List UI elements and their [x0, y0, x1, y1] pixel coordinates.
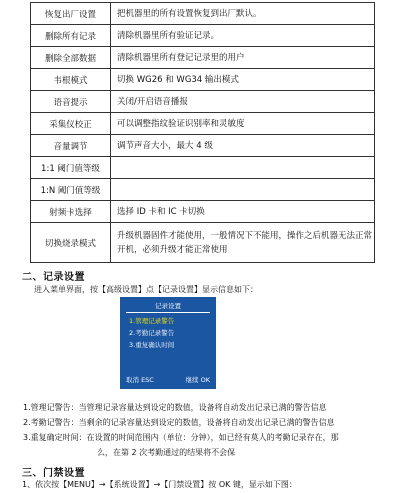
settings-desc-cell: 关闭/开启语音播报	[111, 91, 375, 113]
settings-name-cell: 删除所有记录	[31, 25, 111, 47]
device-cancel-button[interactable]: 取消 ESC	[126, 376, 154, 384]
device-ok-button[interactable]: 继续 OK	[185, 376, 210, 384]
settings-desc-cell: 选择 ID 卡和 IC 卡切换	[111, 201, 375, 223]
settings-name-cell: 1:N 阈门值等级	[31, 179, 111, 201]
settings-desc-cell: 把机器里的所有设置恢复到出厂默认。	[111, 3, 375, 25]
settings-row	[31, 135, 375, 157]
settings-desc-cell: 可以调整指纹验证识别率和灵敏度	[111, 113, 375, 135]
device-screen	[120, 297, 216, 389]
settings-row	[31, 113, 375, 135]
settings-row	[31, 69, 375, 91]
settings-desc-cell: 调节声音大小，最大 4 级	[111, 135, 375, 157]
note-3-continued: 么，在第 2 次考勤通过的结果将不会保	[97, 448, 236, 457]
settings-row	[31, 201, 375, 223]
settings-name-cell: 切换烧录模式	[31, 223, 111, 263]
settings-row	[31, 91, 375, 113]
settings-name-cell: 采集仪校正	[31, 113, 111, 135]
settings-table	[30, 2, 375, 263]
device-menu-title: 记录设置	[155, 302, 181, 310]
settings-row	[31, 25, 375, 47]
settings-name-cell: 语音提示	[31, 91, 111, 113]
settings-name-cell: 射频卡选择	[31, 201, 111, 223]
section-heading-record-settings: 二、记录设置	[22, 272, 85, 283]
settings-name-cell: 1:1 阈门值等级	[31, 157, 111, 179]
settings-desc-cell: 清除机器里所有登记记录里的用户	[111, 47, 375, 69]
settings-name-cell: 恢复出厂设置	[31, 3, 111, 25]
settings-desc-cell	[111, 157, 375, 179]
section-heading-access-control: 三、门禁设置	[22, 468, 85, 479]
settings-name-cell: 韦根模式	[31, 69, 111, 91]
access-control-intro: 1、依次按【MENU】→【系统设置】→【门禁设置】按 OK 键，显示如下图：	[22, 480, 297, 489]
device-title-divider	[126, 312, 210, 313]
settings-row	[31, 3, 375, 25]
note-2: 2.考勤记警告：当剩余的记录容量达到设定的数值，设备将自动发出记录已满的警告信息	[23, 418, 335, 427]
note-1: 1.管理记警告：当管理记录容量达到设定的数值，设备将自动发出记录已满的警告信息	[23, 403, 327, 412]
settings-desc-cell: 升级机器固件才能使用，一般情况下不能用，操作之后机器无法正常开机，必须升级才能正常使用	[111, 223, 375, 263]
device-menu-item-manage-record-warning[interactable]: 1.管理记录警告	[129, 317, 175, 325]
settings-row	[31, 157, 375, 179]
settings-name-cell: 删除全部数据	[31, 47, 111, 69]
settings-desc-cell: 切换 WG26 和 WG34 输出模式	[111, 69, 375, 91]
settings-row	[31, 47, 375, 69]
settings-desc-cell	[111, 179, 375, 201]
settings-name-cell: 音量调节	[31, 135, 111, 157]
device-menu-item-attendance-record-warning[interactable]: 2.考勤记录警告	[129, 329, 175, 337]
settings-row	[31, 223, 375, 263]
record-settings-intro: 进入菜单界面，按【高级设置】点【记录设置】显示信息如下：	[34, 285, 258, 294]
settings-row	[31, 179, 375, 201]
device-menu-item-repeat-confirm-time[interactable]: 3.重复确认时间	[129, 341, 175, 349]
note-3: 3.重复确定时间：在设置的时间范围内（单位：分钟），如已经有莫人的考勤记录存在，那	[23, 433, 339, 442]
settings-desc-cell: 清除机器里所有验证记录。	[111, 25, 375, 47]
